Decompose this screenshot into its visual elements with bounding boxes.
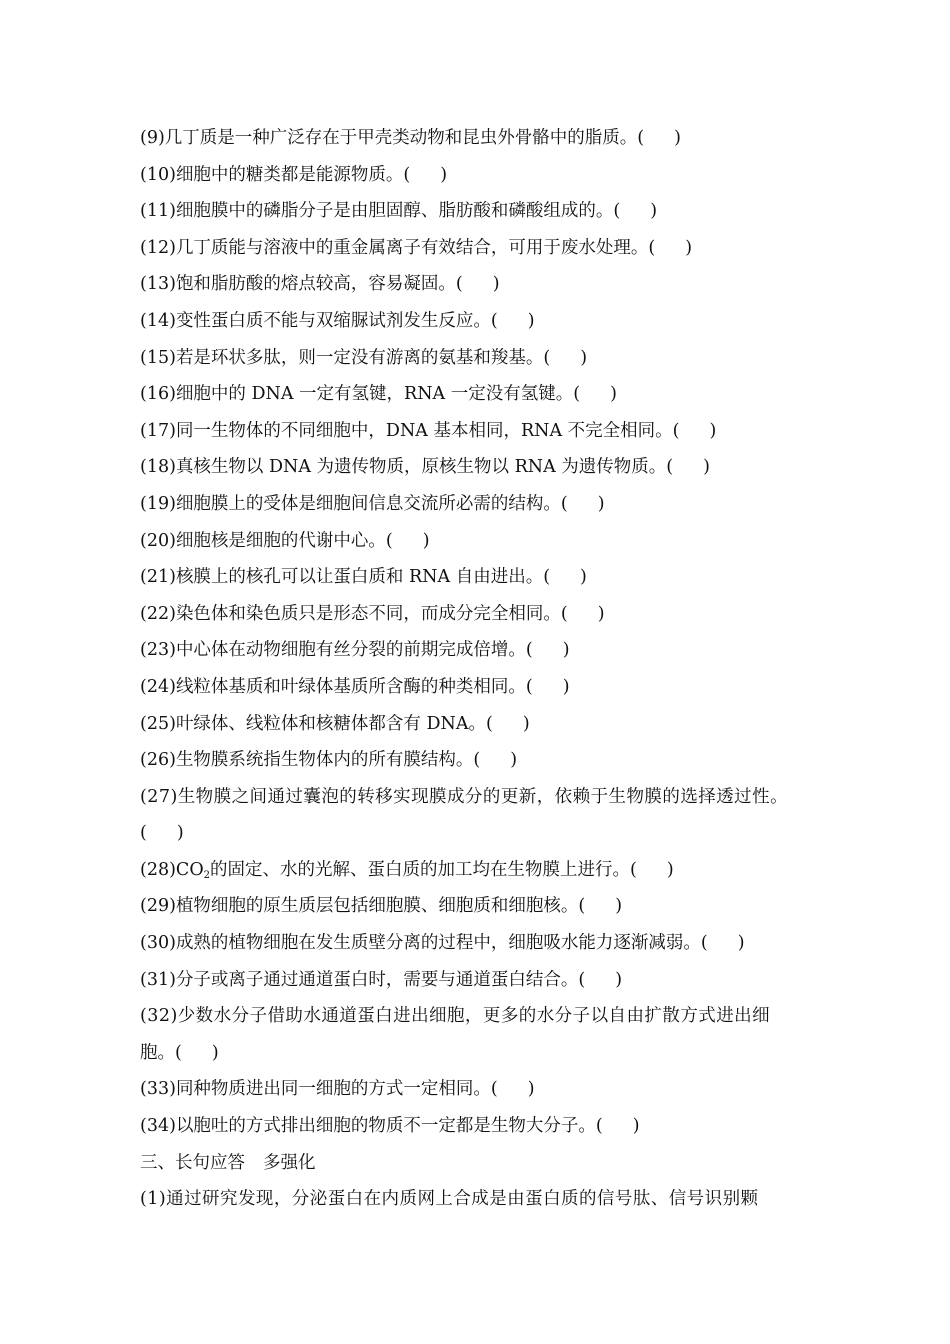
question-item-29: (29)植物细胞的原生质层包括细胞膜、细胞质和细胞核。( ) [140,896,623,917]
question-item-9: (9)几丁质是一种广泛存在于甲壳类动物和昆虫外骨骼中的脂质。( ) [140,128,681,148]
question-item-32-line2: 胞。( ) [140,1042,219,1063]
long-answer-item-1: (1)通过研究发现，分泌蛋白在内质网上合成是由蛋白质的信号肽、信号识别颗 [140,1189,759,1210]
question-item-25: (25)叶绿体、线粒体和核糖体都含有 DNA。( ) [140,713,530,734]
question-item-19: (19)细胞膜上的受体是细胞间信息交流所必需的结构。( ) [140,493,605,514]
section-heading: 三、长句应答 多强化 [140,1152,316,1173]
question-item-18: (18)真核生物以 DNA 为遗传物质，原核生物以 RNA 为遗传物质。( ) [140,457,710,478]
question-item-26: (26)生物膜系统指生物体内的所有膜结构。( ) [140,750,518,771]
question-item-33: (33)同种物质进出同一细胞的方式一定相同。( ) [140,1079,535,1100]
question-item-16: (16)细胞中的 DNA 一定有氢键，RNA 一定没有氢键。( ) [140,384,617,405]
question-item-10: (10)细胞中的糖类都是能源物质。( ) [140,164,448,185]
question-item-21: (21)核膜上的核孔可以让蛋白质和 RNA 自由进出。( ) [140,567,587,588]
question-item-27-line1: (27)生物膜之间通过囊泡的转移实现膜成分的更新，依赖于生物膜的选择透过性。 [140,786,789,807]
question-item-22: (22)染色体和染色质只是形态不同，而成分完全相同。( ) [140,603,605,624]
question-item-32-line1: (32)少数水分子借助水通道蛋白进出细胞，更多的水分子以自由扩散方式进出细 [140,1006,771,1027]
question-item-17: (17)同一生物体的不同细胞中，DNA 基本相同，RNA 不完全相同。( ) [140,420,717,441]
question-item-20: (20)细胞核是细胞的代谢中心。( ) [140,530,430,551]
question-item-13: (13)饱和脂肪酸的熔点较高，容易凝固。( ) [140,274,500,295]
question-item-34: (34)以胞吐的方式排出细胞的物质不一定都是生物大分子。( ) [140,1116,640,1137]
question-item-23: (23)中心体在动物细胞有丝分裂的前期完成倍增。( ) [140,640,570,661]
question-item-11: (11)细胞膜中的磷脂分子是由胆固醇、脂肪酸和磷酸组成的。( ) [140,201,658,222]
document-body [140,120,830,1218]
question-item-15: (15)若是环状多肽，则一定没有游离的氨基和羧基。( ) [140,347,588,368]
question-item-27-line2: ( ) [140,823,184,844]
question-item-12: (12)几丁质能与溶液中的重金属离子有效结合，可用于废水处理。( ) [140,237,693,258]
question-item-28: $(28)CO_2$的固定、水的光解、蛋白质的加工均在生物膜上进行。( ) [140,859,674,881]
question-item-24: (24)线粒体基质和叶绿体基质所含酶的种类相同。( ) [140,676,570,697]
question-item-14: (14)变性蛋白质不能与双缩脲试剂发生反应。( ) [140,310,535,331]
question-item-31: (31)分子或离子通过通道蛋白时，需要与通道蛋白结合。( ) [140,969,623,990]
question-item-30: (30)成熟的植物细胞在发生质壁分离的过程中，细胞吸水能力逐渐减弱。( ) [140,933,745,954]
